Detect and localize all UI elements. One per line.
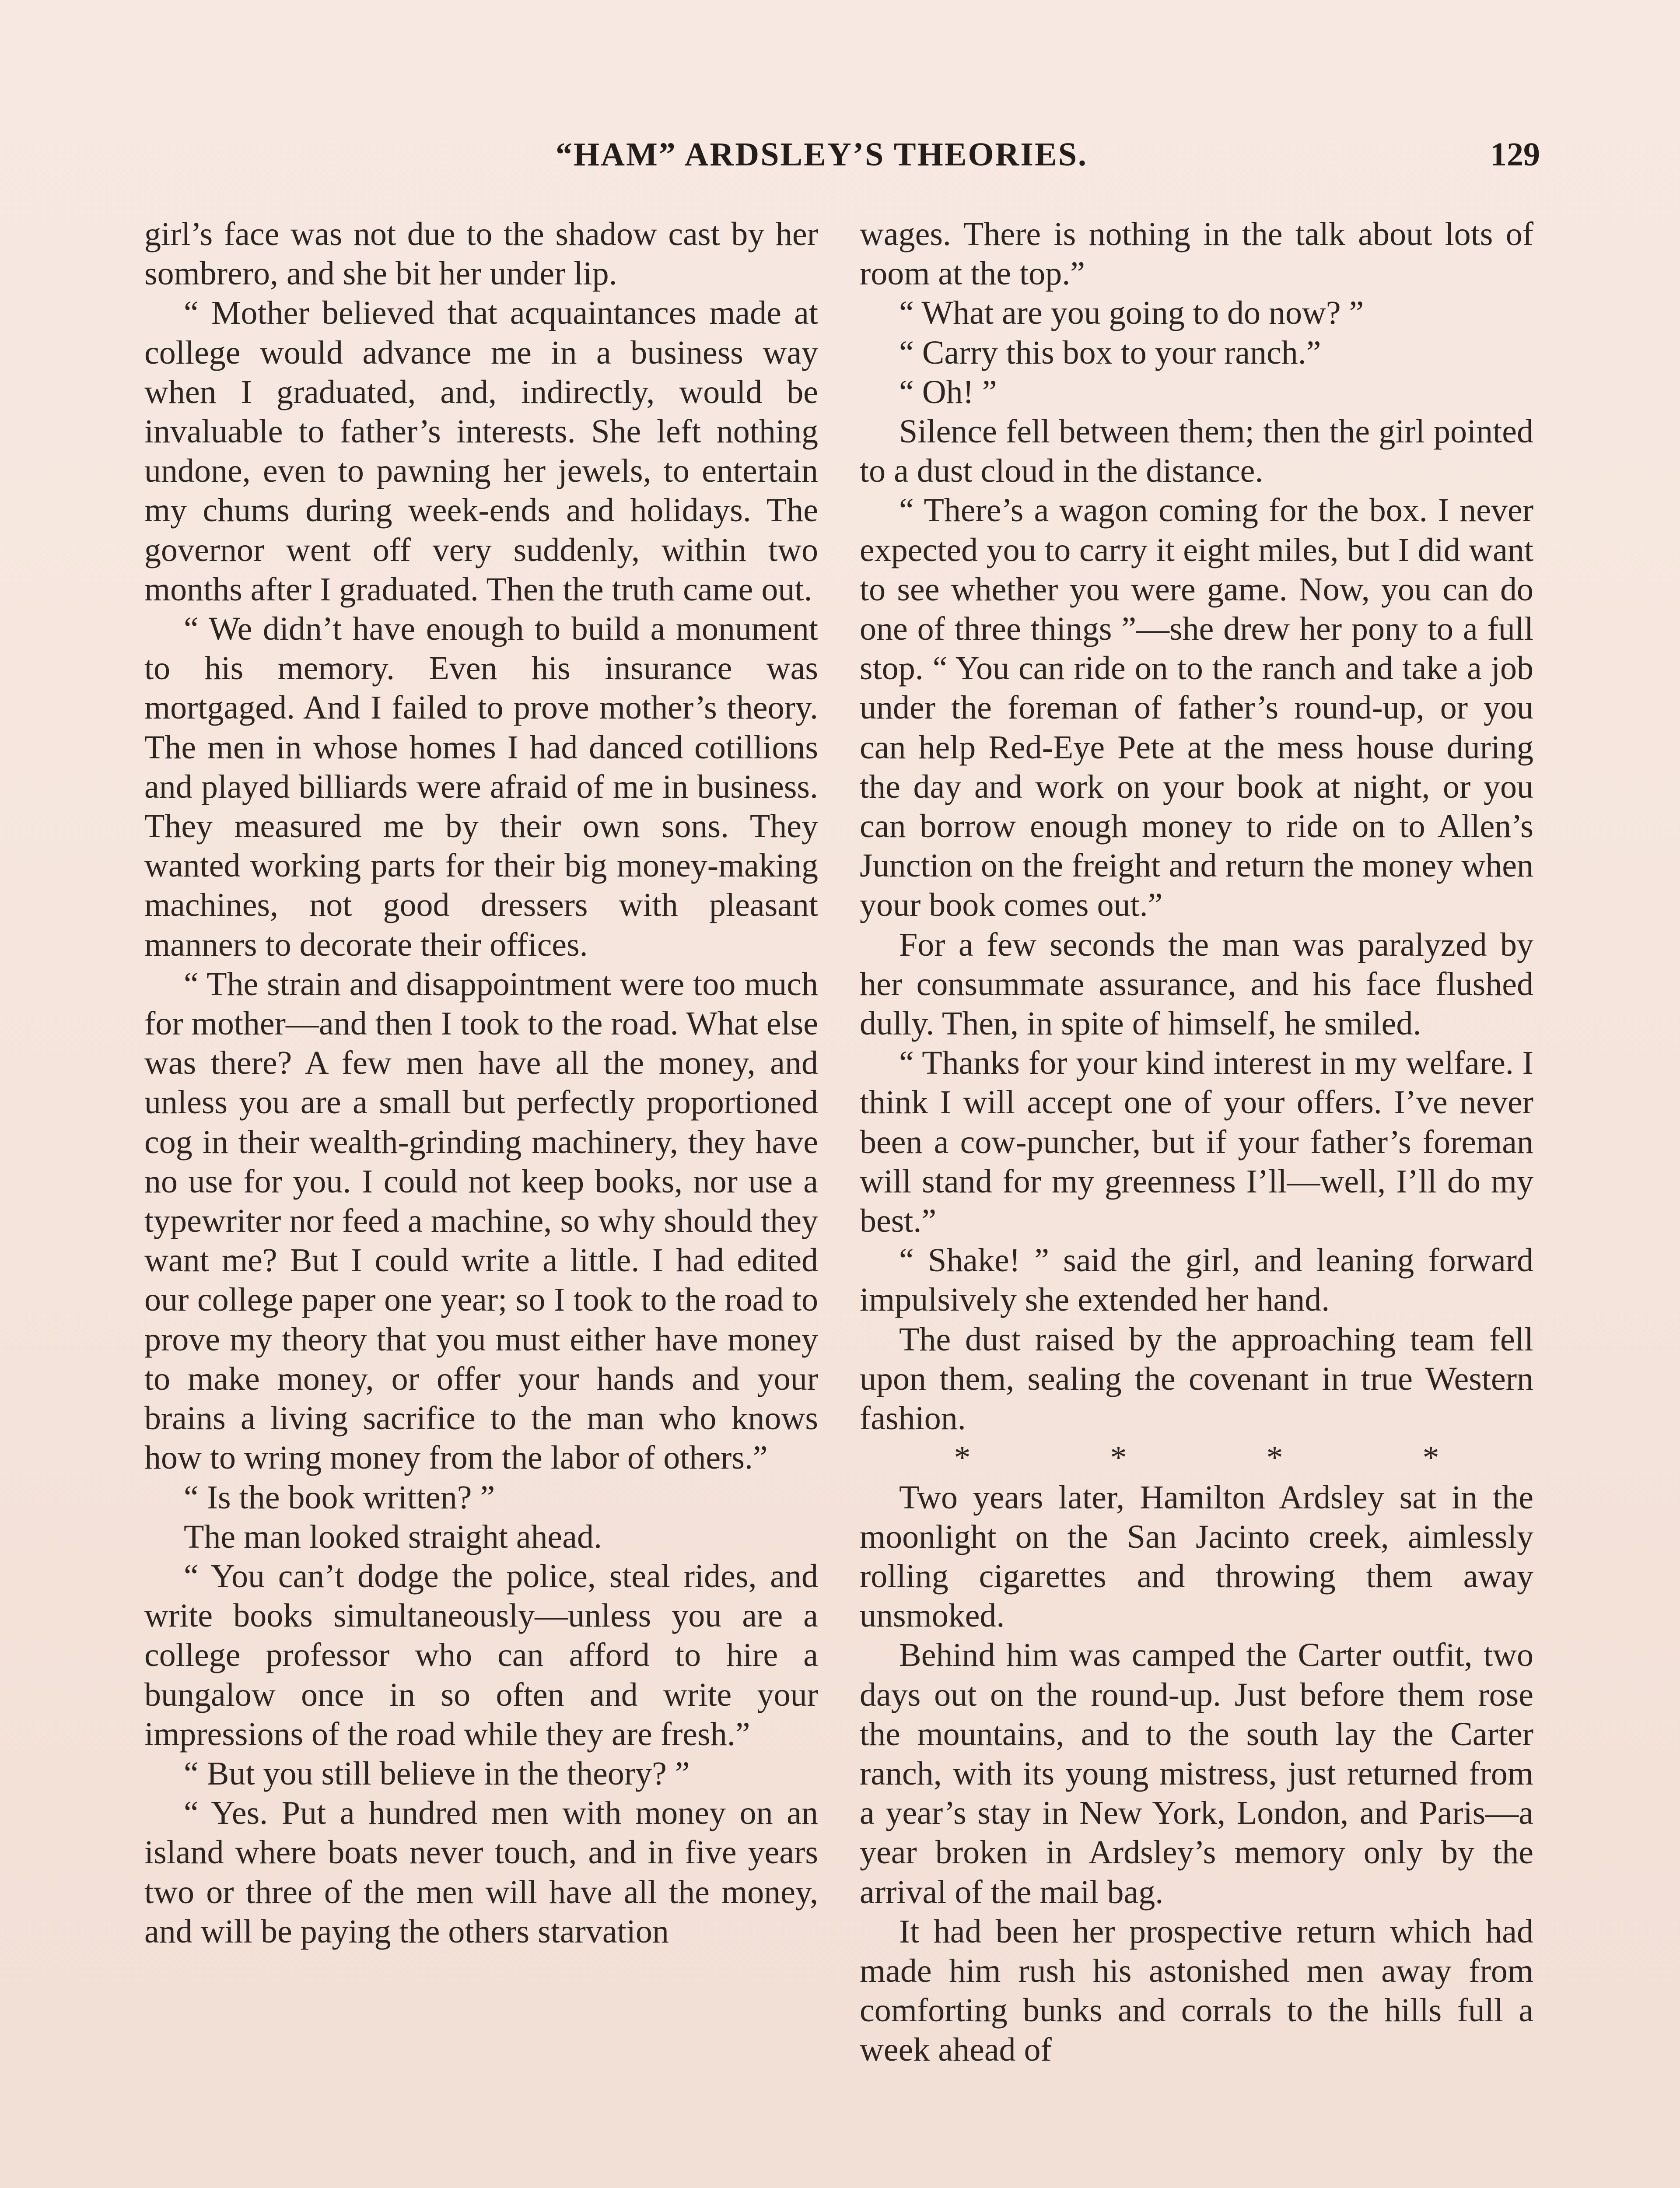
paragraph: “ Mother believed that acquaintances made at college would advance me in a business way when I graduated, and, indirectly, would be invaluable to father’s interests. She left nothing undone, even to pawning her jewels, to entertain my chums during week-ends and holidays. The governor went off very suddenly, within two months after I graduated. Then the truth came out. bbox=[144, 295, 818, 608]
right-text-column bbox=[860, 214, 1533, 2070]
section-separator: * * * * bbox=[954, 1439, 1505, 1476]
paragraph: The man looked straight ahead. bbox=[184, 1518, 602, 1555]
left-text-column bbox=[144, 214, 818, 1951]
paragraph: It had been her prospective return which had made him rush his astonished men away from comforting bunks and corrals to the hills full a week ahead of bbox=[860, 1913, 1533, 2069]
paragraph: “ Thanks for your kind interest in my welfare. I think I will accept one of your offers. I’ve never been a cow-puncher, but if your father’s foreman will stand for my greenness I’ll—well, I’ll do my best.” bbox=[860, 1045, 1533, 1240]
paragraph: “ What are you going to do now? ” bbox=[899, 295, 1364, 332]
paragraph: “ But you still believe in the theory? ” bbox=[184, 1755, 690, 1792]
paragraph: “ Is the book written? ” bbox=[184, 1479, 495, 1516]
paragraph: “ Oh! ” bbox=[899, 373, 997, 410]
paragraph: wages. There is nothing in the talk about lots of room at the top.” bbox=[860, 216, 1533, 292]
paragraph: “ You can’t dodge the police, steal rides, and write books simultaneously—unless you are a college professor who can afford to hire a bungalow once in so often and write your impressions of the road while they are fresh.” bbox=[144, 1557, 818, 1753]
page-number: 129 bbox=[1490, 136, 1540, 173]
paragraph: Silence fell between them; then the girl pointed to a dust cloud in the distance. bbox=[860, 413, 1533, 490]
paragraph: girl’s face was not due to the shadow cast by her sombrero, and she bit her under lip. bbox=[144, 216, 818, 292]
paragraph: “ We didn’t have enough to build a monument to his memory. Even his insurance was mortgaged. And I failed to prove mother’s theory. The men in whose homes I had danced cotillions and played billiards were afraid of me in business. They measured me by their own sons. They wanted working parts for their big money-making machines, not good dressers with pleasant manners to decorate their offices. bbox=[144, 610, 818, 963]
page-header bbox=[144, 136, 1540, 179]
paragraph: “ Yes. Put a hundred men with money on an island where boats never touch, and in five years two or three of the men will have all the money, and will be paying the others starvation bbox=[144, 1795, 818, 1950]
paragraph: “ Carry this box to your ranch.” bbox=[899, 334, 1321, 371]
paragraph: “ Shake! ” said the girl, and leaning forward impulsively she extended her hand. bbox=[860, 1242, 1533, 1318]
paragraph: Behind him was camped the Carter outfit, two days out on the round-up. Just before them rose the mountains, and to the south lay the Carter ranch, with its young mistress, just returned from a year’s stay in New York, London, and Paris—a year broken in Ardsley’s memory only by the arrival of the mail bag. bbox=[860, 1637, 1533, 1911]
paragraph: Two years later, Hamilton Ardsley sat in the moonlight on the San Jacinto creek, aimlessly rolling cigarettes and throwing them away unsmoked. bbox=[860, 1479, 1533, 1634]
paragraph: The dust raised by the approaching team fell upon them, sealing the covenant in true Western fashion. bbox=[860, 1321, 1533, 1437]
paragraph: “ The strain and disappointment were too much for mother—and then I took to the road. What else was there? A few men have all the money, and unless you are a small but perfectly proportioned cog in their wealth-grinding machinery, they have no use for you. I could not keep books, nor use a typewriter nor feed a machine, so why should they want me? But I could write a little. I had edited our college paper one year; so I took to the road to prove my theory that you must either have money to make money, or offer your hands and your brains a living sacrifice to the man who knows how to wring money from the labor of others.” bbox=[144, 965, 818, 1476]
running-head: “HAM” ARDSLEY’S THEORIES. bbox=[556, 136, 1088, 173]
paragraph: “ There’s a wagon coming for the box. I never expected you to carry it eight miles, but I did want to see whether you were game. Now, you can do one of three things ”—she drew her pony to a full stop. “ You can ride on to the ranch and take a job under the foreman of father’s round-up, or you can help Red-Eye Pete at the mess house during the day and work on your book at night, or you can borrow enough money to ride on to Allen’s Junction on the freight and return the money when your book comes out.” bbox=[860, 492, 1533, 924]
paragraph: For a few seconds the man was paralyzed by her consummate assurance, and his face flushed dully. Then, in spite of himself, he smiled. bbox=[860, 926, 1533, 1042]
